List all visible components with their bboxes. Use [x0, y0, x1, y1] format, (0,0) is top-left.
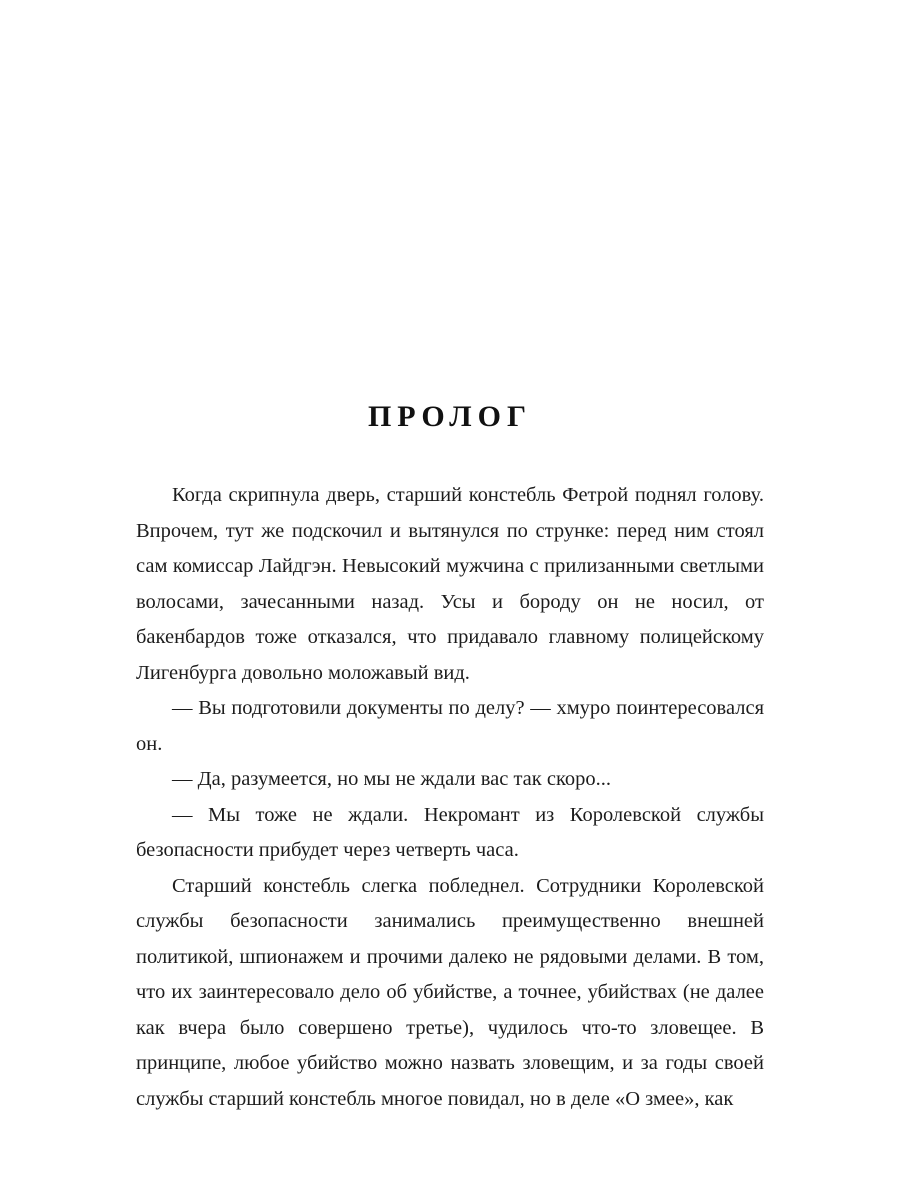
page-text-block [136, 400, 764, 1117]
paragraph-3: — Да, разумеется, но мы не ждали вас так скоро... [172, 768, 611, 790]
paragraph-4: — Мы тоже не ждали. Некромант из Королевской службы безопасности прибудет через четверть часа. [136, 803, 764, 861]
paragraph-5: Старший констебль слегка побледнел. Сотрудники Королевской службы безопасности занимались преимущественно внешней политикой, шпионажем и прочими далеко не рядовыми делами. В том, что их заинтересовало дело об убийстве, а точнее, убийствах (не далее как вчера было совершено третье), чудилось что-то зловещее. В принципе, любое убийство можно назвать зловещим, и за годы своей службы старший констебль многое повидал, но в деле «О змее», как [136, 874, 764, 1110]
page-title: ПРОЛОГ [367, 400, 533, 433]
paragraph-2: — Вы подготовили документы по делу? — хмуро поинтересовался он. [136, 697, 764, 755]
paragraph-1: Когда скрипнула дверь, старший констебль Фетрой поднял голову. Впрочем, тут же подскочил и вытянулся по струнке: перед ним стоял сам комиссар Лайдгэн. Невысокий мужчина с прилизанными светлыми волосами, зачесанными назад. Усы и бороду он не носил, от бакенбардов тоже отказался, что придавало главному полицейскому Лигенбурга довольно моложавый вид. [136, 484, 764, 684]
